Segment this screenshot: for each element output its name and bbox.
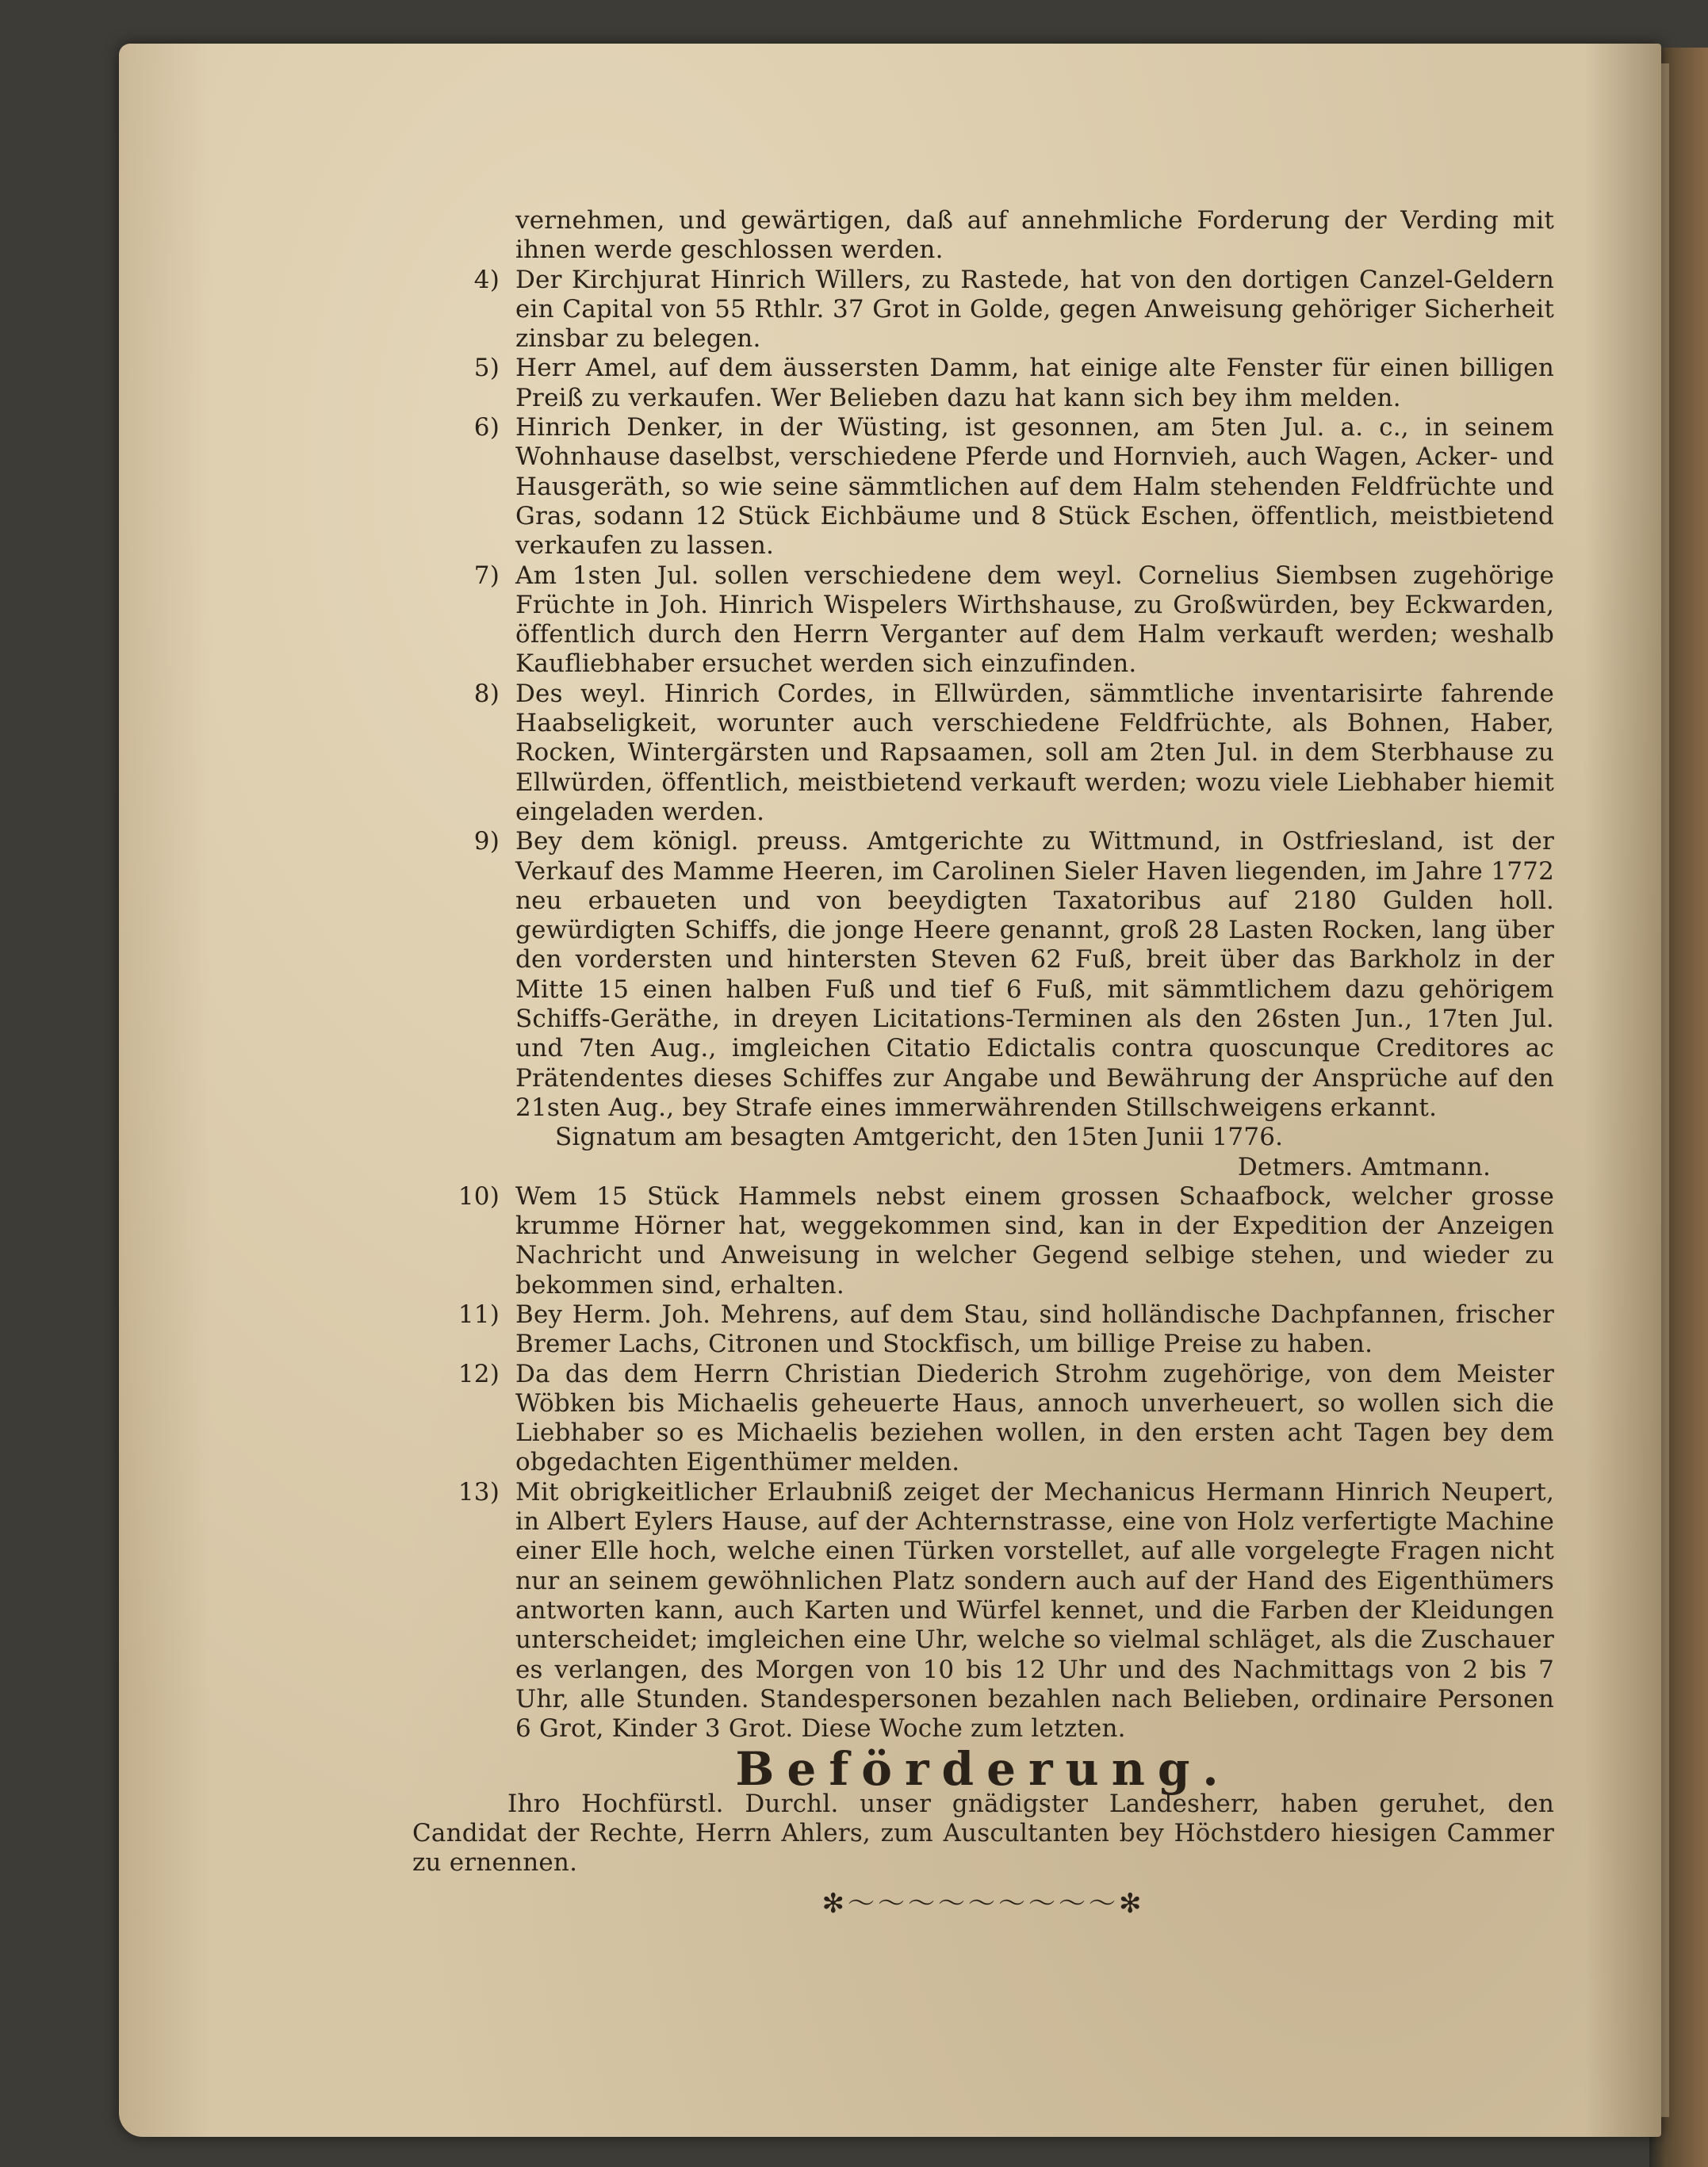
notice-number: 10) xyxy=(458,1181,500,1211)
notice-number: 13) xyxy=(458,1477,500,1507)
page-text xyxy=(412,206,1554,1919)
notice-number: 11) xyxy=(458,1300,500,1329)
notice-text: Hinrich Denker, in der Wüsting, ist gesonnen, am 5ten Jul. a. c., in seinem Wohnhause daselbst, verschiedene Pferde und Hornvieh, auch Wagen, Acker- und Hausgeräth, so wie seine sämmtlichen auf dem Halm stehenden Feldfrüchte und Gras, sodann 12 Stück Eichbäume und 8 Stück Eschen, öffentlich, meistbietend verkaufen zu lassen. xyxy=(515,413,1554,561)
notice-number: 4) xyxy=(473,265,500,294)
notice-number: 8) xyxy=(473,679,500,708)
promotion-text: Ihro Hochfürstl. Durchl. unser gnädigster Landesherr, haben geruhet, den Candidat der Rechte, Herrn Ahlers, zum Auscultanten bey Höchstdero hiesigen Cammer zu ernennen. xyxy=(412,1789,1554,1878)
notice-text: Des weyl. Hinrich Cordes, in Ellwürden, sämmtliche inventarisirte fahrende Haabseligkeit, worunter auch verschiedene Feldfrüchte, als Bohnen, Haber, Rocken, Wintergärsten und Rapsaamen, soll am 2ten Jul. in dem Sterbhause zu Ellwürden, öffentlich, meistbietend verkauft werden; wozu viele Liebhaber hiemit eingeladen werden. xyxy=(515,679,1554,826)
notice-9 xyxy=(412,827,1554,1123)
notice-5 xyxy=(412,354,1554,413)
notice-text: Herr Amel, auf dem äussersten Damm, hat einige alte Fenster für einen billigen Preiß zu verkaufen. Wer Belieben dazu hat kann sich bey ihm melden. xyxy=(515,354,1554,412)
notice-text: Mit obrigkeitlicher Erlaubniß zeiget der Mechanicus Hermann Hinrich Neupert, in Albert Eylers Hause, auf der Achternstrasse, eine von Holz verfertigte Machine einer Elle hoch, welche einen Türken vorstellet, auf alle vorgelegte Fragen nicht nur an seinem gewöhnlichen Platz sondern auch auf der Hand des Eigenthümers antworten kann, auch Karten und Würfel kennet, und die Farben der Kleidungen unterscheidet; imgleichen eine Uhr, welche so vielmal schläget, als die Zuschauer es verlangen, des Morgen von 10 bis 12 Uhr und des Nachmittags von 2 bis 7 Uhr, alle Stunden. Standespersonen bezahlen nach Belieben, ordinaire Personen 6 Grot, Kinder 3 Grot. Diese Woche zum letzten. xyxy=(515,1477,1554,1744)
notice-10 xyxy=(412,1182,1554,1300)
notice-number: 12) xyxy=(458,1359,500,1388)
notice-number: 6) xyxy=(473,413,500,442)
notice-6 xyxy=(412,413,1554,561)
notice-11 xyxy=(412,1300,1554,1360)
notice-7 xyxy=(412,561,1554,680)
notice-4 xyxy=(412,266,1554,354)
notice-number: 9) xyxy=(473,827,500,856)
section-heading: Beförderung. xyxy=(735,1742,1231,1797)
notice-text: Bey dem königl. preuss. Amtgerichte zu Wittmund, in Ostfriesland, ist der Verkauf des Mamme Heeren, im Carolinen Sieler Haven liegenden, im Jahre 1772 neu erbaueten und von beeydigten Taxatoribus auf 2180 Gulden holl. gewürdigten Schiffs, die jonge Heere genannt, groß 28 Lasten Rocken, lang über den vordersten und hintersten Steven 62 Fuß, breit über das Barkholz in der Mitte 15 einen halben Fuß und tief 6 Fuß, mit sämmtlichem dazu gehörigem Schiffs-Geräthe, in dreyen Licitations-Terminen als den 26sten Jun., 17ten Jul. und 7ten Aug., imgleichen Citatio Edictalis contra quoscunque Creditores ac Prätendentes dieses Schiffes zur Angabe und Bewährung der Ansprüche auf den 21sten Aug., bey Strafe eines immerwährenden Stillschweigens erkannt. xyxy=(515,827,1554,1122)
ornament-divider: ✻〜〜〜〜〜〜〜〜〜✻ xyxy=(821,1887,1145,1920)
notice-13 xyxy=(412,1478,1554,1744)
notice-text: Bey Herm. Joh. Mehrens, auf dem Stau, sind holländische Dachpfannen, frischer Bremer Lachs, Citronen und Stockfisch, um billige Preise zu haben. xyxy=(515,1300,1554,1359)
notice-text: Am 1sten Jul. sollen verschiedene dem weyl. Cornelius Siembsen zugehörige Früchte in Joh. Hinrich Wispelers Wirthshause, zu Großwürden, bey Eckwarden, öffentlich durch den Herrn Verganter auf dem Halm verkauft werden; weshalb Kaufliebhaber ersuchet werden sich einzufinden. xyxy=(515,561,1554,679)
notice-8 xyxy=(412,680,1554,827)
notice-12 xyxy=(412,1360,1554,1478)
notice-text: Da das dem Herrn Christian Diederich Strohm zugehörige, von dem Meister Wöbken bis Michaelis geheuerte Haus, annoch unverheuert, so wollen sich die Liebhaber so es Michaelis beziehen wollen, in den ersten acht Tagen bey dem obgedachten Eigenthümer melden. xyxy=(515,1359,1554,1477)
intro-text: vernehmen, und gewärtigen, daß auf annehmliche Forderung der Verding mit ihnen werde geschlossen werden. xyxy=(515,206,1554,265)
notice-text: Der Kirchjurat Hinrich Willers, zu Rastede, hat von den dortigen Canzel-Geldern ein Capital von 55 Rthlr. 37 Grot in Golde, gegen Anweisung gehöriger Sicherheit zinsbar zu belegen. xyxy=(515,265,1554,354)
notice-number: 7) xyxy=(473,561,500,590)
notice-number: 5) xyxy=(473,354,500,383)
notice-text: Wem 15 Stück Hammels nebst einem grossen Schaafbock, welcher grosse krumme Hörner hat, weggekommen sind, kan in der Expedition der Anzeigen Nachricht und Anweisung in welcher Gegend selbige stehen, und wieder zu bekommen sind, erhalten. xyxy=(515,1181,1554,1300)
signature-line: Signatum am besagten Amtgericht, den 15ten Junii 1776. xyxy=(555,1123,1284,1152)
signer-name: Detmers. Amtmann. xyxy=(1237,1152,1491,1181)
